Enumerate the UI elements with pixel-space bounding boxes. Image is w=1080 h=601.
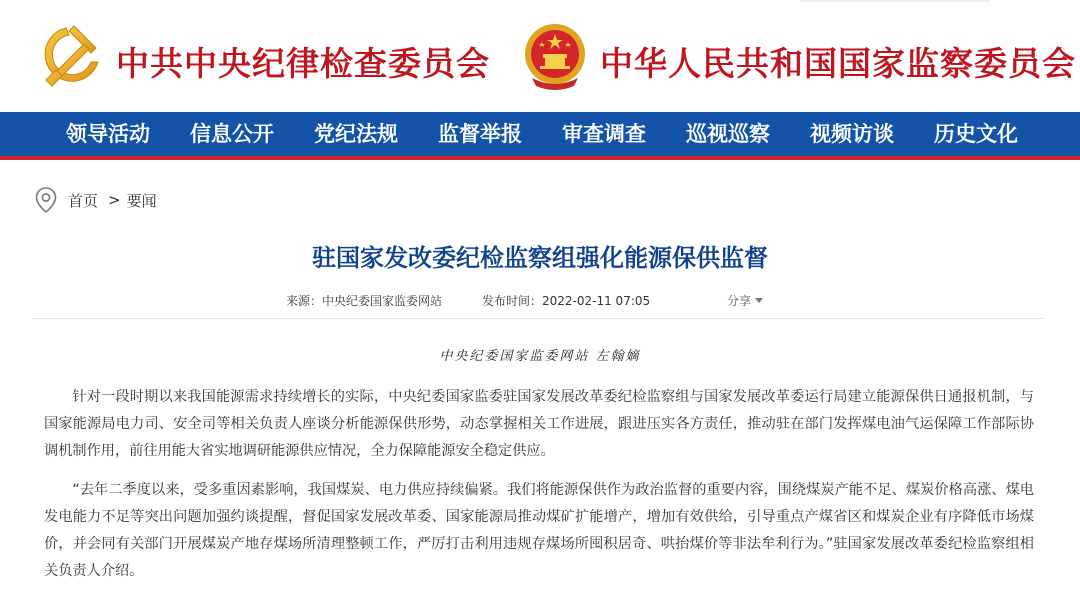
site-header — [0, 0, 1080, 112]
share-label: 分享 — [727, 294, 752, 308]
article-source: 来源：中央纪委国家监委网站 — [286, 294, 443, 308]
breadcrumb-current-link[interactable]: 要闻 — [126, 191, 157, 210]
party-emblem-icon[interactable] — [36, 22, 106, 92]
article-paragraph: “去年二季度以来，受多重因素影响，我国煤炭、电力供应持续偏紧。我们将能源保供作为政治监督的重要内容，围绕煤炭产能不足、煤炭价格高涨、煤电发电能力不足等突出问题加强约谈提醒，督促国家发展改革委、国家能源局推动煤矿扩能增产，增加有效供给，引导重点产煤省区和煤炭企业有序降低市场煤价，并会同有关部门开展煤炭产地存煤场所清理整顿工作，严厉打击利用违规存煤场所囤积居奇、哄抬煤价等非法牟利行为。”驻国家发展改革委纪检监察组相关负责人介绍。 — [44, 482, 1034, 579]
header-divider — [32, 318, 1044, 319]
article-title: 驻国家发改委纪检监察组强化能源保供监督 — [312, 244, 768, 272]
location-pin-icon — [34, 186, 58, 214]
nav-bottom-stripe — [0, 156, 1080, 160]
breadcrumb-home-link[interactable]: 首页 — [68, 191, 99, 210]
breadcrumb-separator: > — [108, 191, 121, 209]
top-bar-line — [800, 0, 990, 2]
article-body — [44, 384, 1034, 597]
nav-item[interactable]: 审查调查 — [562, 121, 646, 146]
nav-item[interactable]: 党纪法规 — [314, 121, 398, 146]
nav-item[interactable]: 信息公开 — [190, 121, 274, 146]
chevron-down-icon — [755, 298, 763, 303]
article-paragraph: 针对一段时期以来我国能源需求持续增长的实际，中央纪委国家监委驻国家发展改革委纪检监察组与国家发展改革委运行局建立能源保供日通报机制，与国家能源局电力司、安全司等相关负责人座谈分析能源保供形势，动态掌握相关工作进展，跟进压实各方责任，推动驻在部门发挥煤电油气运保障工作部际协调机制作用，前往用能大省实地调研能源供应情况，全力保障能源安全稳定供应。 — [44, 389, 1034, 459]
nav-item[interactable]: 历史文化 — [934, 121, 1018, 146]
org-title-nsc: 中华人民共和国国家监察委员会 — [600, 44, 1076, 83]
nav-item[interactable]: 领导活动 — [66, 121, 150, 146]
nav-item[interactable]: 视频访谈 — [810, 121, 894, 146]
share-button[interactable] — [727, 292, 763, 309]
org-title-ccdi: 中共中央纪律检查委员会 — [116, 44, 490, 83]
national-emblem-icon[interactable] — [522, 20, 588, 92]
nav-item[interactable]: 监督举报 — [438, 121, 522, 146]
article-publish-time: 发布时间：2022-02-11 07:05 — [482, 294, 651, 308]
breadcrumb — [34, 186, 157, 214]
main-nav — [0, 112, 1080, 156]
article-byline: 中央纪委国家监委网站 左翰嫡 — [439, 349, 641, 364]
nav-item[interactable]: 巡视巡察 — [686, 121, 770, 146]
nav-list — [0, 112, 1080, 156]
